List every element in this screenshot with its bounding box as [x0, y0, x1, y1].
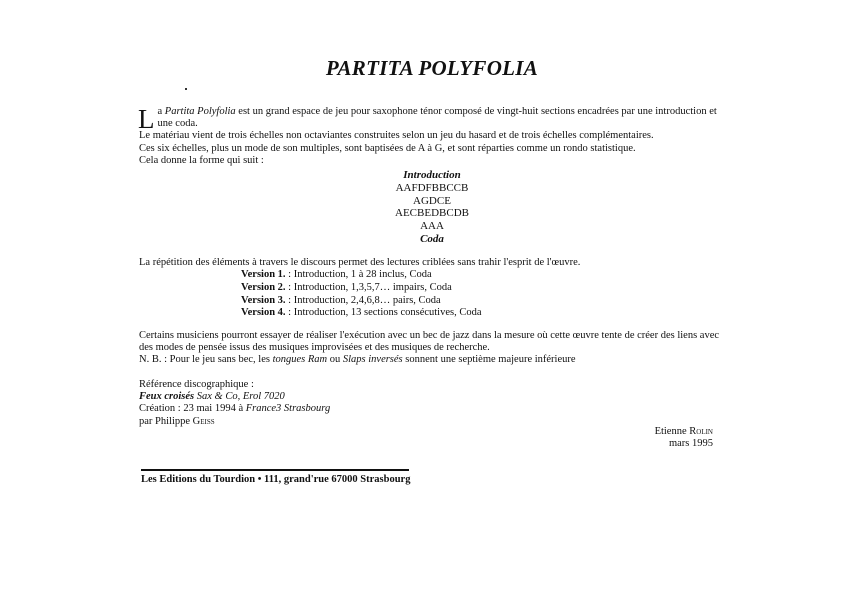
version-label: Version 1. [241, 269, 286, 280]
version-item [241, 295, 482, 308]
album-title: Feux croisés [139, 391, 195, 403]
musicians-paragraph [139, 330, 729, 367]
nb-mid: ou [327, 354, 343, 366]
album-line [139, 391, 729, 403]
page-title: PARTITA POLYFOLIA [325, 56, 539, 80]
nb-post: sonnent une septième majeure inférieure [402, 354, 576, 366]
intro-line-4: Cela donne la forme qui suit : [139, 154, 264, 166]
reference-heading: Référence discographique : [139, 379, 254, 390]
work-title-italic: Partita Polyfolia [164, 106, 236, 117]
performer-pre: par Philippe [139, 415, 193, 427]
reference-block [139, 379, 729, 428]
intro-line-3: Ces six échelles, plus un mode de son multiples, sont baptisées de A à G, et sont réparties comme un rondo statistique. [139, 142, 636, 154]
form-row: AGDCE [413, 194, 451, 207]
nb-italic-2: Slaps inversés [342, 354, 403, 366]
creation-pre: Création : 23 mai 1994 à [139, 403, 246, 415]
footer-rule [141, 469, 409, 471]
version-label: Version 2. [241, 281, 286, 293]
intro-line-1 [138, 104, 729, 134]
drop-cap: L [138, 104, 155, 134]
intro-line-1-pre: a [157, 106, 165, 117]
version-item [241, 307, 482, 320]
form-introduction: Introduction [403, 169, 461, 181]
form-row: AECBEDBCDB [395, 207, 469, 220]
version-text: : Introduction, 1,3,5,7… impairs, Coda [285, 281, 452, 293]
form-row: AAA [420, 220, 444, 233]
form-row: AAFDFBBCCB [395, 181, 469, 194]
creation-line [139, 403, 729, 415]
version-label: Version 4. [241, 307, 286, 319]
version-text: : Introduction, 1 à 28 inclus, Coda [285, 269, 432, 280]
signature [560, 426, 713, 450]
author-name [560, 426, 713, 438]
version-text: : Introduction, 2,4,6,8… pairs, Coda [285, 294, 441, 306]
author-last: Rolin [689, 426, 713, 437]
version-label: Version 3. [241, 294, 286, 306]
version-item [241, 282, 482, 295]
version-text: : Introduction, 13 sections consécutives, Coda [285, 307, 482, 319]
publisher-line: Les Editions du Tourdion • 111, grand'rue 67000 Strasbourg [141, 474, 411, 485]
creation-venue: France3 Strasbourg [245, 403, 331, 415]
performer-surname: Geiss [192, 415, 215, 427]
intro-line-2: Le matériau vient de trois échelles non octaviantes construites selon un jeu du hasard et de trois échelles complémentaires. [139, 130, 654, 142]
intro-paragraph [139, 106, 729, 167]
versions-list [241, 269, 482, 320]
stray-dot [185, 88, 187, 90]
musicians-text: Certains musiciens pourront essayer de réaliser l'exécution avec un bec de jazz dans la mesure où cette œuvre tente de créer des liens avec des modes de pensée issus des musiques improvisées et des musiques de recherche. [139, 330, 720, 354]
repetition-text: La répétition des éléments à travers le discours permet des lectures criblées sans trahir l'esprit de l'œuvre. [139, 257, 581, 268]
form-coda: Coda [420, 232, 444, 245]
author-first: Etienne [654, 426, 690, 437]
album-rest: Sax & Co, Erol 7020 [194, 391, 285, 403]
version-item [241, 269, 482, 282]
signature-date: mars 1995 [668, 438, 713, 450]
form-block [0, 169, 864, 246]
nota-bene [139, 354, 729, 366]
nb-pre: N. B. : Pour le jeu sans bec, les [139, 354, 273, 366]
nb-italic-1: tongues Ram [272, 354, 328, 366]
intro-line-1-post: est un grand espace de jeu pour saxophone ténor composé de vingt-huit sections encadrées par une introduction et une coda. [157, 106, 717, 130]
